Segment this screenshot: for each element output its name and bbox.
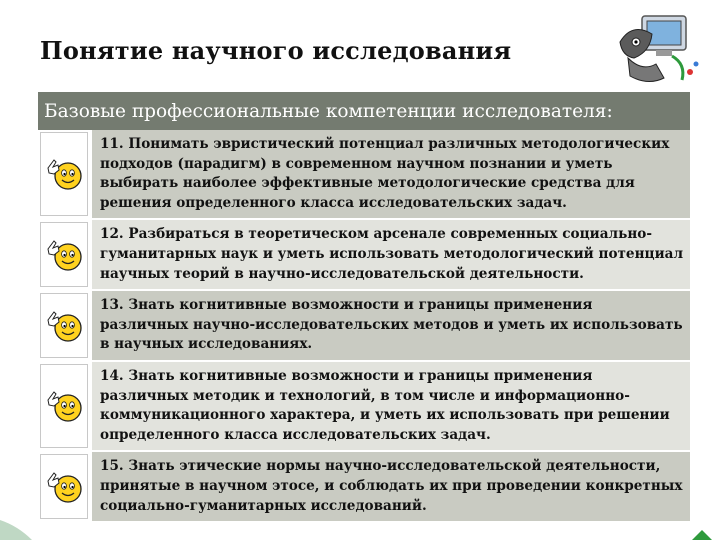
computer-mascot-icon xyxy=(612,12,704,88)
list-item xyxy=(38,220,690,291)
competency-text: 12. Разбираться в теоретическом арсенале современных социально-гуманитарных наук и уметь использовать методологический потенциал научных теорий в научно-исследовательской деятельности. xyxy=(92,220,690,289)
list-item xyxy=(38,291,690,362)
list-item xyxy=(38,130,690,220)
competency-text: 11. Понимать эвристический потенциал различных методологических подходов (парадигм) в современном научном познании и уметь выбирать наиболее эффективные методологические средства для решения определенного класса исследовательских задач. xyxy=(92,130,690,218)
competencies-table xyxy=(38,130,690,523)
icon-cell xyxy=(38,130,92,218)
icon-cell xyxy=(38,362,92,450)
competency-text: 14. Знать когнитивные возможности и границы применения различных методик и технологий, в том числе и информационно-коммуникационного характера, и уметь их использовать при решении определенного класса исследовательских задач. xyxy=(92,362,690,450)
competency-text: 15. Знать этические нормы научно-исследовательской деятельности, принятые в научном этосе, и соблюдать их при проведении конкретных социально-гуманитарных исследований. xyxy=(92,452,690,521)
list-item xyxy=(38,362,690,452)
competencies-header: Базовые профессиональные компетенции исследователя: xyxy=(38,92,690,130)
competency-text: 13. Знать когнитивные возможности и границы применения различных научно-исследовательских методов и уметь их использовать в научных исследованиях. xyxy=(92,291,690,360)
bottom-decoration xyxy=(0,500,720,540)
icon-cell xyxy=(38,220,92,289)
slide-title: Понятие научного исследования xyxy=(40,36,512,65)
icon-cell xyxy=(38,291,92,360)
